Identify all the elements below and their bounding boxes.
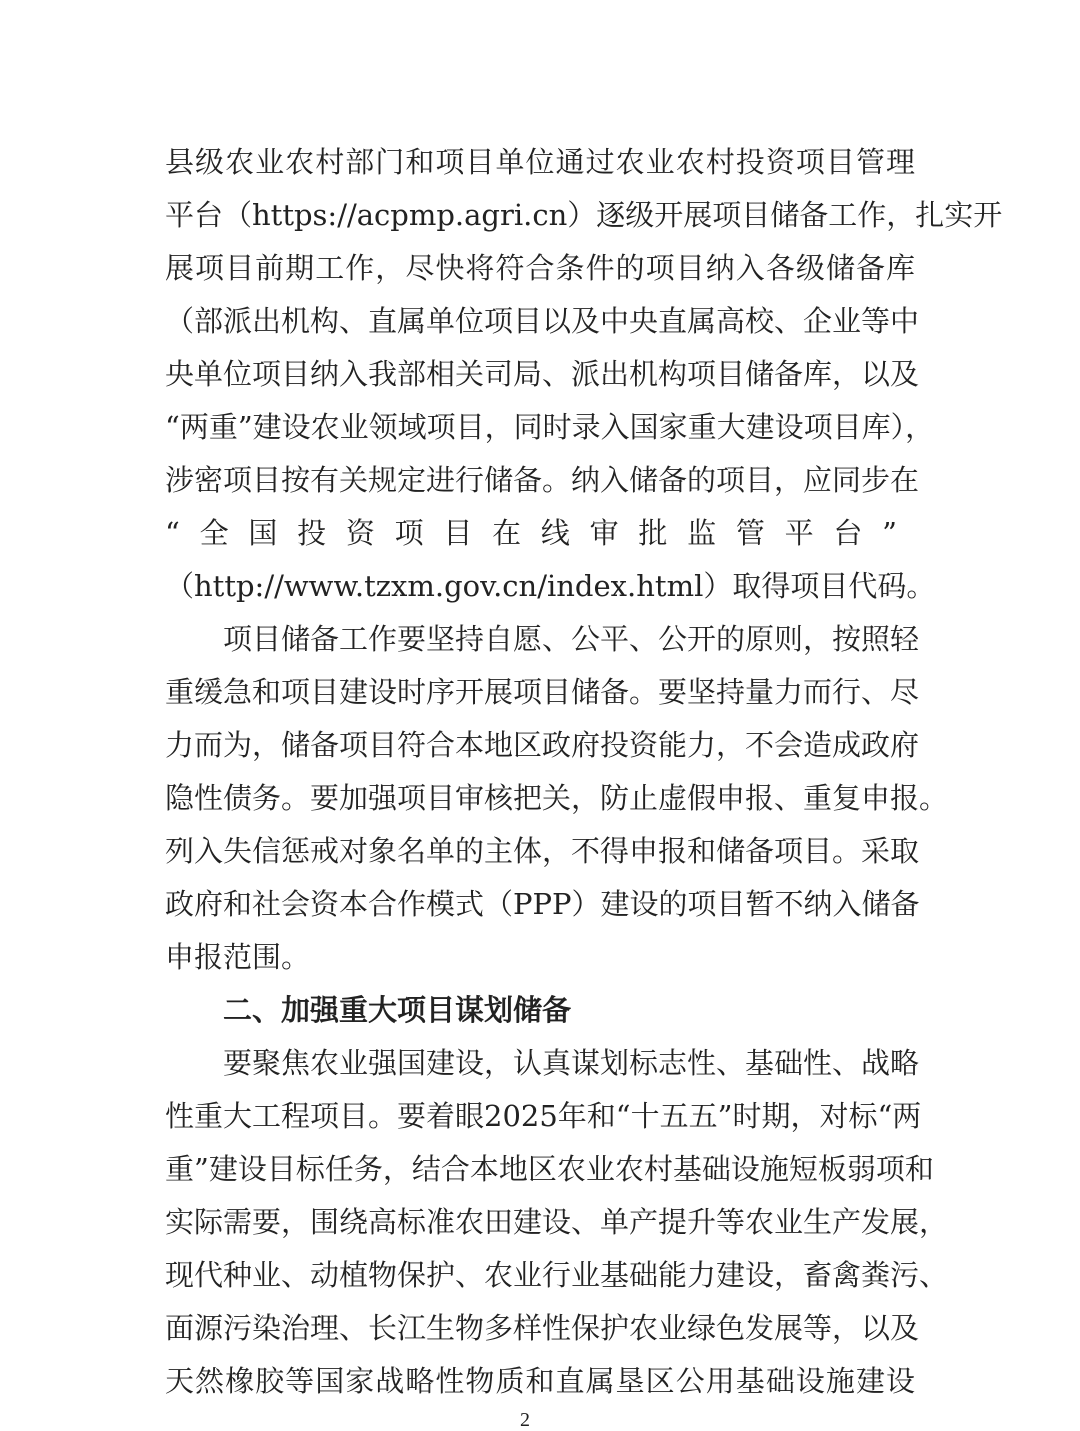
paragraph-1-line: 央单位项目纳入我部相关司局、派出机构项目储备库，以及 <box>165 357 920 391</box>
paragraph-2-line: 政府和社会资本合作模式（PPP）建设的项目暂不纳入储备 <box>165 887 920 921</box>
paragraph-1-line: 涉密项目按有关规定进行储备。纳入储备的项目，应同步在 <box>165 463 920 497</box>
paragraph-3-line: 面源污染治理、长江生物多样性保护农业绿色发展等，以及 <box>165 1311 920 1345</box>
paragraph-1-line: （http://www.tzxm.gov.cn/index.html）取得项目代码。 <box>165 569 936 603</box>
paragraph-2-line: 隐性债务。要加强项目审核把关，防止虚假申报、重复申报。 <box>165 781 949 815</box>
paragraph-1-line: （部派出机构、直属单位项目以及中央直属高校、企业等中 <box>165 304 920 338</box>
section-heading: 二、加强重大项目谋划储备 <box>223 993 572 1027</box>
paragraph-3-line: 天然橡胶等国家战略性物质和直属垦区公用基础设施建设 <box>165 1364 915 1398</box>
paragraph-3-line: 现代种业、动植物保护、农业行业基础能力建设，畜禽粪污、 <box>165 1258 949 1292</box>
paragraph-1-line: “两重”建设农业领域项目，同时录入国家重大建设项目库）， <box>165 410 935 444</box>
page-number: 2 <box>520 1409 530 1431</box>
paragraph-3-line: 性重大工程项目。要着眼2025年和“十五五”时期，对标“两 <box>165 1099 922 1133</box>
paragraph-2-line: 项目储备工作要坚持自愿、公平、公开的原则，按照轻 <box>223 622 920 656</box>
paragraph-1-line: “全国投资项目在线审批监管平台” <box>165 516 915 550</box>
paragraph-2-line: 重缓急和项目建设时序开展项目储备。要坚持量力而行、尽 <box>165 675 920 709</box>
paragraph-1-line: 展项目前期工作，尽快将符合条件的项目纳入各级储备库 <box>165 251 915 285</box>
paragraph-2-line: 列入失信惩戒对象名单的主体，不得申报和储备项目。采取 <box>165 834 920 868</box>
paragraph-1-line: 平台（https://acpmp.agri.cn）逐级开展项目储备工作，扎实开 <box>165 198 1003 232</box>
paragraph-2-line: 力而为，储备项目符合本地区政府投资能力，不会造成政府 <box>165 728 920 762</box>
paragraph-3-line: 要聚焦农业强国建设，认真谋划标志性、基础性、战略 <box>223 1046 920 1080</box>
paragraph-3-line: 重”建设目标任务，结合本地区农业农村基础设施短板弱项和 <box>165 1152 934 1186</box>
paragraph-3-line: 实际需要，围绕高标准农田建设、单产提升等农业生产发展， <box>165 1205 949 1239</box>
paragraph-2-line: 申报范围。 <box>165 940 311 974</box>
paragraph-1-line: 县级农业农村部门和项目单位通过农业农村投资项目管理 <box>165 145 915 179</box>
